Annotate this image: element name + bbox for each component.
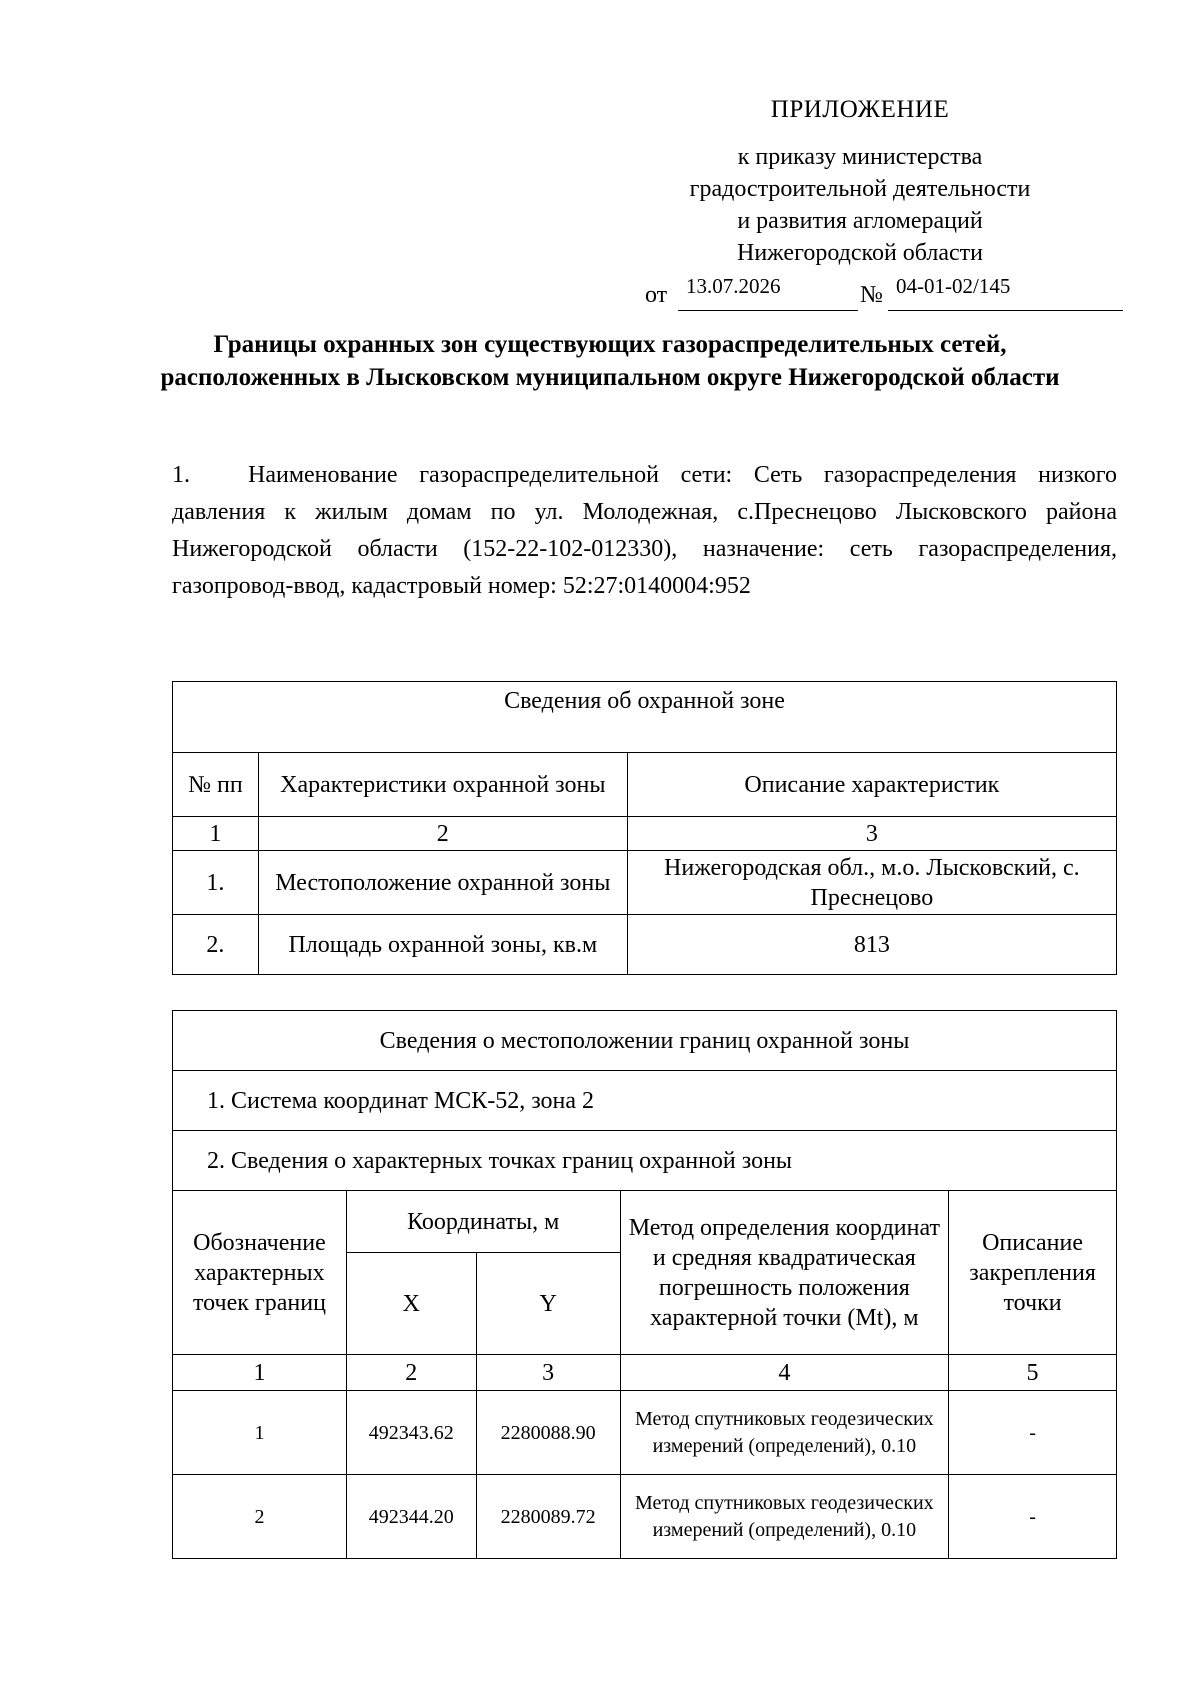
table-row bbox=[173, 851, 1117, 915]
column-header: Характеристики охранной зоны bbox=[258, 753, 627, 817]
characteristic-cell: Площадь охранной зоны, кв.м bbox=[258, 915, 627, 975]
order-number: 04-01-02/145 bbox=[896, 274, 1011, 298]
description-cell: Нижегородская обл., м.о. Лысковский, с. Преснецово bbox=[627, 851, 1116, 915]
order-date: 13.07.2026 bbox=[686, 274, 781, 298]
index-cell: 1 bbox=[173, 817, 259, 851]
document-title: Границы охранных зон существующих газораспределительных сетей, расположенных в Лысковском муниципальном округе Нижегородской области bbox=[160, 331, 1060, 391]
table-row bbox=[173, 1391, 1117, 1475]
point-cell: 2 bbox=[173, 1475, 347, 1559]
characteristic-cell: Местоположение охранной зоны bbox=[258, 851, 627, 915]
coordinate-system: 1. Система координат МСК-52, зона 2 bbox=[173, 1071, 1117, 1131]
from-label: от bbox=[645, 282, 668, 308]
points-caption: 2. Сведения о характерных точках границ охранной зоны bbox=[173, 1131, 1117, 1191]
appendix-line: градостроительной деятельности bbox=[689, 176, 1031, 202]
y-cell: 2280088.90 bbox=[476, 1391, 620, 1475]
fixing-header: Описание закрепления точки bbox=[949, 1191, 1117, 1355]
method-cell: Метод спутниковых геодезических измерений (определений), 0.10 bbox=[620, 1475, 949, 1559]
number-label: № bbox=[860, 282, 883, 308]
y-header: Y bbox=[476, 1253, 620, 1355]
index-cell: 3 bbox=[476, 1355, 620, 1391]
method-header: Метод определения координат и средняя квадратическая погрешность положения характерной точки (Mt), м bbox=[620, 1191, 949, 1355]
item-number: 1. bbox=[172, 462, 190, 488]
item-text: Наименование газораспределительной сети: Сеть газораспределения низкого давления к жилым домам по ул. Молодежная, с.Преснецово Лысковского района Нижегородской области (152-22-102-012330), назначение: сеть газораспределения, газопровод-ввод, кадастровый номер: 52:27:0140004:952 bbox=[172, 462, 1117, 599]
table-caption: Сведения о местоположении границ охранной зоны bbox=[173, 1011, 1117, 1071]
column-header: № пп bbox=[173, 753, 259, 817]
point-cell: 1 bbox=[173, 1391, 347, 1475]
index-cell: 2 bbox=[258, 817, 627, 851]
index-cell: 3 bbox=[627, 817, 1116, 851]
method-cell: Метод спутниковых геодезических измерений (определений), 0.10 bbox=[620, 1391, 949, 1475]
fixing-cell: - bbox=[949, 1475, 1117, 1559]
point-label-header: Обозначение характерных точек границ bbox=[173, 1191, 347, 1355]
index-cell: 1 bbox=[173, 1355, 347, 1391]
column-header: Описание характеристик bbox=[627, 753, 1116, 817]
index-cell: 5 bbox=[949, 1355, 1117, 1391]
index-cell: 2 bbox=[346, 1355, 476, 1391]
x-header: X bbox=[346, 1253, 476, 1355]
x-cell: 492343.62 bbox=[346, 1391, 476, 1475]
table-row bbox=[173, 1475, 1117, 1559]
network-item bbox=[172, 457, 1117, 605]
appendix-block bbox=[640, 96, 1080, 269]
table-caption: Сведения об охранной зоне bbox=[173, 682, 1117, 753]
row-number: 2. bbox=[173, 915, 259, 975]
order-date-number bbox=[645, 274, 1125, 314]
appendix-line: Нижегородской области bbox=[736, 240, 984, 266]
date-field bbox=[678, 274, 858, 311]
y-cell: 2280089.72 bbox=[476, 1475, 620, 1559]
index-cell: 4 bbox=[620, 1355, 949, 1391]
coordinates-header: Координаты, м bbox=[346, 1191, 620, 1253]
appendix-line: к приказу министерства bbox=[737, 144, 983, 170]
fixing-cell: - bbox=[949, 1391, 1117, 1475]
appendix-line: и развития агломераций bbox=[737, 208, 983, 234]
boundary-table bbox=[172, 1010, 1117, 1559]
x-cell: 492344.20 bbox=[346, 1475, 476, 1559]
row-number: 1. bbox=[173, 851, 259, 915]
number-field bbox=[888, 274, 1123, 311]
table-row bbox=[173, 915, 1117, 975]
appendix-heading: ПРИЛОЖЕНИЕ bbox=[770, 96, 950, 123]
zone-info-table bbox=[172, 681, 1117, 975]
description-cell: 813 bbox=[627, 915, 1116, 975]
